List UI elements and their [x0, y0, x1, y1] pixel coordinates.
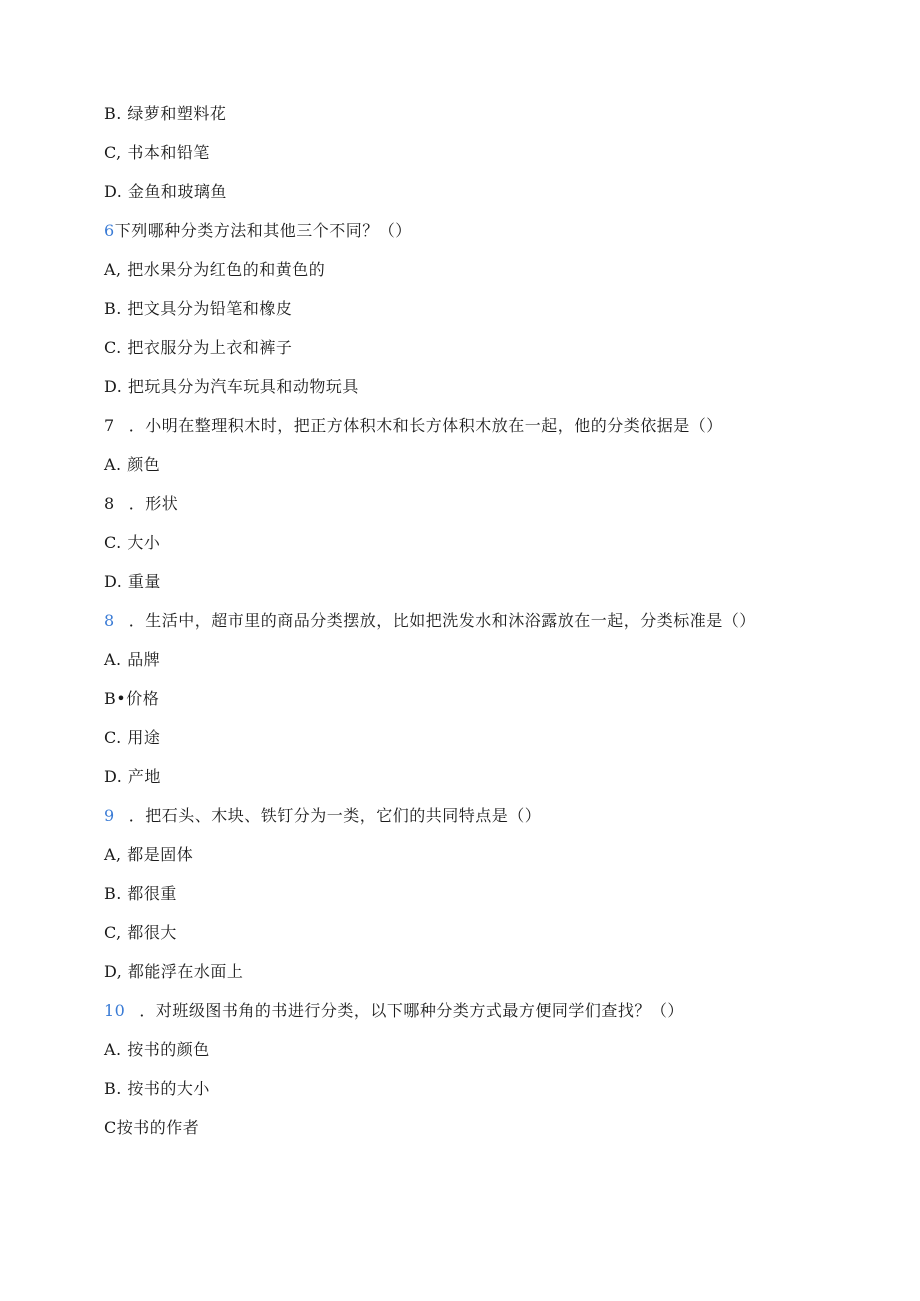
option-line	[104, 650, 160, 670]
option-line	[104, 455, 160, 475]
option-line	[104, 338, 292, 358]
question-number: 7	[104, 416, 115, 435]
option-line	[104, 143, 210, 163]
option-line	[104, 572, 161, 592]
option-line	[104, 845, 193, 865]
option-text: C按书的作者	[104, 1118, 200, 1137]
option-line	[104, 728, 160, 748]
option-line	[104, 377, 359, 397]
question-line	[104, 416, 723, 436]
option-line	[104, 689, 159, 709]
option-text: ．形状	[128, 494, 179, 513]
question-number: 8	[104, 611, 115, 630]
option-text: A. 按书的颜色	[104, 1040, 210, 1059]
option-line	[104, 182, 227, 202]
option-text: D, 都能浮在水面上	[104, 962, 244, 981]
question-text: ．小明在整理积木时，把正方体积木和长方体积木放在一起，他的分类依据是（）	[128, 416, 723, 435]
question-number: 10	[104, 1001, 126, 1020]
option-text: D. 把玩具分为汽车玩具和动物玩具	[104, 377, 359, 396]
question-number: 6	[104, 221, 115, 240]
option-line	[104, 884, 177, 904]
option-text: B. 都很重	[104, 884, 177, 903]
option-line	[104, 1040, 210, 1060]
option-text: C, 书本和铅笔	[104, 143, 210, 162]
question-text: ．把石头、木块、铁钉分为一类，它们的共同特点是（）	[128, 806, 542, 825]
option-line	[104, 1118, 199, 1138]
option-text: B. 按书的大小	[104, 1079, 210, 1098]
question-number: 9	[104, 806, 115, 825]
option-line	[104, 767, 161, 787]
option-line	[104, 260, 325, 280]
option-text: C. 用途	[104, 728, 161, 747]
option-line	[104, 494, 178, 514]
option-text: B•价格	[104, 689, 160, 708]
option-text: B. 绿萝和塑料花	[104, 104, 227, 123]
option-text: B. 把文具分为铅笔和橡皮	[104, 299, 293, 318]
option-line	[104, 533, 160, 553]
question-line	[104, 221, 412, 241]
option-text: A, 都是固体	[104, 845, 194, 864]
question-line	[104, 806, 541, 826]
option-number: 8	[104, 494, 115, 513]
option-text: C, 都很大	[104, 923, 177, 942]
option-text: D. 重量	[104, 572, 161, 591]
option-text: C. 大小	[104, 533, 161, 552]
question-text: 下列哪种分类方法和其他三个不同？（）	[114, 221, 412, 240]
option-line	[104, 299, 292, 319]
option-text: D. 产地	[104, 767, 161, 786]
question-line	[104, 611, 756, 631]
option-text: C. 把衣服分为上衣和裤子	[104, 338, 293, 357]
question-line	[104, 1001, 684, 1021]
option-line	[104, 1079, 210, 1099]
option-line	[104, 104, 226, 124]
option-line	[104, 923, 177, 943]
option-line	[104, 962, 243, 982]
option-text: A. 颜色	[104, 455, 161, 474]
question-text: ．对班级图书角的书进行分类，以下哪种分类方式最方便同学们查找？（）	[139, 1001, 684, 1020]
option-text: A, 把水果分为红色的和黄色的	[104, 260, 326, 279]
option-text: A. 品牌	[104, 650, 161, 669]
question-text: ．生活中，超市里的商品分类摆放，比如把洗发水和沐浴露放在一起，分类标准是（）	[128, 611, 756, 630]
option-text: D. 金鱼和玻璃鱼	[104, 182, 227, 201]
